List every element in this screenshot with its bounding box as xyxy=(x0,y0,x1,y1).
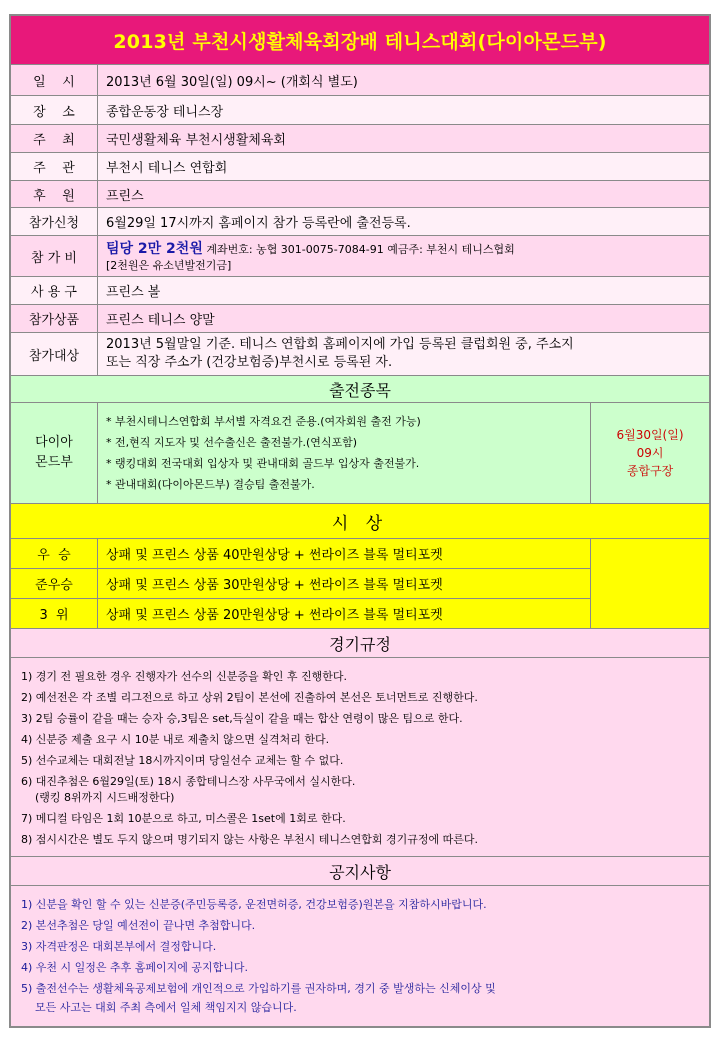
rule-item: 1) 경기 전 필요한 경우 진행자가 선수의 신분증을 확인 후 진행한다. xyxy=(21,670,348,683)
page-title: 2013년 부천시생활체육회장배 테니스대회(다이아몬드부) xyxy=(11,16,709,65)
award-row xyxy=(11,539,590,569)
event-place: 종합구장 xyxy=(626,464,674,478)
awards-heading: 시 상 xyxy=(11,504,709,539)
info-row-registration xyxy=(11,208,709,236)
notice-item: 3) 자격판정은 대회본부에서 결정합니다. xyxy=(21,940,217,953)
info-row-sponsor xyxy=(11,181,709,208)
rule-item-note: (랭킹 8위까지 시드배정한다) xyxy=(35,791,175,804)
event-rule-item: * 전,현직 지도자 및 선수출신은 출전불가.(연식포함) xyxy=(106,436,358,449)
info-value: 2013년 6월 30일(일) 09시~ (개회식 별도) xyxy=(106,74,358,90)
info-label: 참가대상 xyxy=(11,333,98,375)
eligibility-line: 또는 직장 주소가 (건강보험증)부천시로 등록된 자. xyxy=(106,355,393,370)
fee-account: 계좌번호: 농협 301-0075-7084-91 예금주: 부천시 테니스협회 xyxy=(202,242,515,256)
notice-heading: 공지사항 xyxy=(11,857,709,886)
tournament-notice-sheet xyxy=(9,14,711,1028)
event-rules xyxy=(98,403,591,503)
award-rank: 우 승 xyxy=(11,539,98,568)
notice-list xyxy=(11,886,709,1026)
info-value: 프린스 볼 xyxy=(106,285,161,300)
info-row-eligibility xyxy=(11,333,709,376)
notice-item: 2) 본선추첨은 당일 예선전이 끝나면 추첨합니다. xyxy=(21,919,256,932)
info-value: 국민생활체육 부천시생활체육회 xyxy=(106,133,286,148)
event-schedule xyxy=(591,403,709,503)
info-row-ball xyxy=(11,277,709,305)
event-rule-item: * 랭킹대회 전국대회 입상자 및 관내대회 골드부 입상자 출전불가. xyxy=(106,457,420,470)
award-rank: 준우승 xyxy=(11,569,98,598)
fee-value xyxy=(98,236,709,276)
event-label-line: 다이아 xyxy=(35,435,73,450)
event-date: 6월30일(일) xyxy=(616,428,684,442)
award-prize: 상패 및 프린스 상품 30만원상당 + 썬라이즈 블록 멀티포켓 xyxy=(106,578,443,593)
award-prize: 상패 및 프린스 상품 20만원상당 + 썬라이즈 블록 멀티포켓 xyxy=(106,608,443,623)
info-label: 참가신청 xyxy=(11,208,98,235)
info-row-venue xyxy=(11,96,709,125)
notice-item: 1) 신분을 확인 할 수 있는 신분증(주민등록증, 운전면허증, 건강보험증)원본을 지참하시바랍니다. xyxy=(21,898,487,911)
rule-item: 2) 예선전은 각 조별 리그전으로 하고 상위 2팀이 본선에 진출하여 본선은 토너먼트로 진행한다. xyxy=(21,691,478,704)
rule-item: 4) 신분증 제출 요구 시 10분 내로 제출치 않으면 실격처리 한다. xyxy=(21,733,330,746)
award-row xyxy=(11,569,590,599)
info-row-gift xyxy=(11,305,709,333)
award-prize: 상패 및 프린스 상품 40만원상당 + 썬라이즈 블록 멀티포켓 xyxy=(106,548,443,563)
info-value: 프린스 테니스 양말 xyxy=(106,313,215,328)
awards-table xyxy=(11,539,709,629)
info-label: 후 원 xyxy=(11,181,98,207)
notice-item-continued: 모든 사고는 대회 주최 측에서 일체 책임지지 않습니다. xyxy=(35,1001,297,1014)
eligibility-line: 2013년 5월말일 기준. 테니스 연합회 홈페이지에 가입 등록된 클럽회원 중, 주소지 xyxy=(106,337,574,352)
notice-item: 5) 출전선수는 생활체육공제보험에 개인적으로 가입하기를 권자하며, 경기 중 발생하는 신체이상 및 xyxy=(21,982,496,995)
eligibility-value xyxy=(98,333,709,375)
info-value: 부천시 테니스 연합회 xyxy=(106,161,228,176)
info-label: 장 소 xyxy=(11,96,98,124)
event-rule-item: * 부천시테니스연합회 부서별 자격요건 준용.(여자회원 출전 가능) xyxy=(106,415,421,428)
info-label: 참 가 비 xyxy=(11,236,98,276)
info-label: 주 최 xyxy=(11,125,98,152)
info-label: 참가상품 xyxy=(11,305,98,332)
event-label xyxy=(11,403,98,503)
info-label: 일 시 xyxy=(11,65,98,95)
rule-item: 3) 2팀 승률이 같을 때는 승자 승,3팀은 set,득실이 같을 때는 합산 연령이 많은 팀으로 한다. xyxy=(21,712,463,725)
info-label: 사 용 구 xyxy=(11,277,98,304)
event-rule-item: * 관내대회(다이아몬드부) 결승팀 출전불가. xyxy=(106,478,315,491)
rule-item: 6) 대진추첨은 6월29일(토) 18시 종합테니스장 사무국에서 실시한다. xyxy=(21,775,356,788)
awards-list xyxy=(11,539,591,628)
rules-heading: 경기규정 xyxy=(11,629,709,658)
award-rank: 3 위 xyxy=(11,599,98,628)
rule-item: 7) 메디컬 타임은 1회 10분으로 하고, 미스콜은 1set에 1회로 한다. xyxy=(21,812,346,825)
info-value: 프린스 xyxy=(106,188,144,204)
rule-item: 8) 점시시간은 별도 두지 않으며 명기되지 않는 사항은 부천시 테니스연합회 경기규정에 따른다. xyxy=(21,833,479,846)
info-row-fee xyxy=(11,236,709,277)
info-label: 주 관 xyxy=(11,153,98,180)
awards-empty-cell xyxy=(591,539,709,628)
rule-item: 5) 선수교체는 대회전날 18시까지이며 당일선수 교체는 할 수 없다. xyxy=(21,754,344,767)
fee-amount: 팀당 2만 2천원 xyxy=(106,240,203,257)
rules-list xyxy=(11,658,709,857)
info-row-date xyxy=(11,65,709,96)
info-value: 6월29일 17시까지 홈페이지 참가 등록란에 출전등록. xyxy=(106,216,411,231)
notice-item: 4) 우천 시 일정은 추후 홈페이지에 공지합니다. xyxy=(21,961,249,974)
event-row xyxy=(11,403,709,504)
info-value: 종합운동장 테니스장 xyxy=(106,104,224,120)
fee-note: [2천원은 유소년발전기금] xyxy=(106,258,232,272)
event-section-heading: 출전종목 xyxy=(11,376,709,403)
event-time: 09시 xyxy=(636,446,664,460)
award-row xyxy=(11,599,590,628)
info-row-organizer xyxy=(11,153,709,181)
event-label-line: 몬드부 xyxy=(35,455,73,470)
fee-line xyxy=(106,240,515,259)
info-row-host xyxy=(11,125,709,153)
